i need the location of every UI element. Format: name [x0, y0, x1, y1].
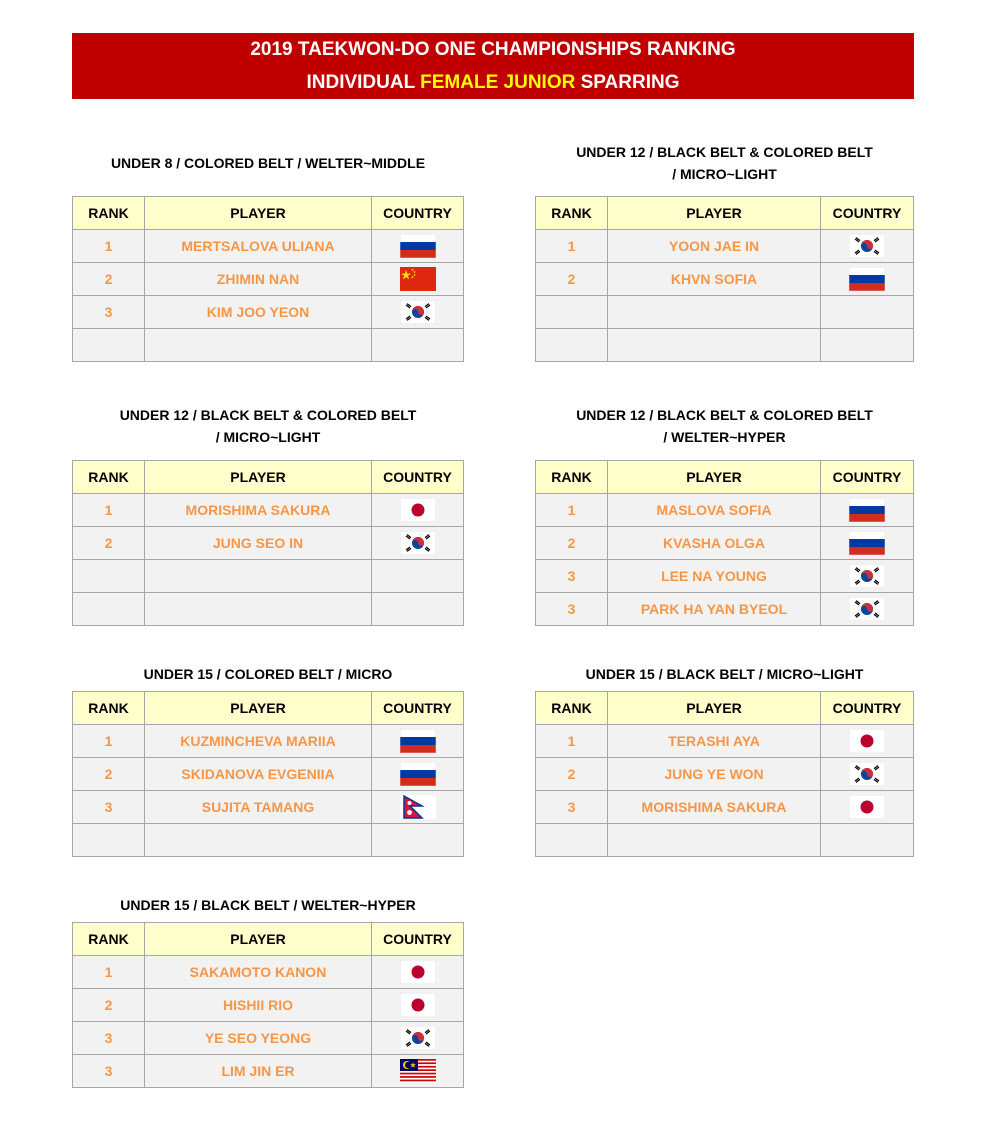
banner-subtitle-post: SPARRING: [575, 72, 680, 93]
player-cell: [145, 329, 372, 362]
rank-cell: 3: [536, 560, 608, 593]
ranking-table: [535, 460, 914, 626]
header-rank: RANK: [73, 923, 145, 956]
player-cell: JUNG SEO IN: [145, 527, 372, 560]
russia-flag-icon: [400, 234, 436, 258]
country-cell: [372, 494, 464, 527]
section-title: [535, 141, 914, 185]
country-cell: [821, 791, 914, 824]
banner-subtitle-pre: INDIVIDUAL: [306, 72, 421, 93]
header-player: PLAYER: [145, 692, 372, 725]
table-header-row: [536, 692, 914, 725]
table-row: [536, 230, 914, 263]
table-row: [73, 494, 464, 527]
banner-title: 2019 TAEKWON-DO ONE CHAMPIONSHIPS RANKING: [250, 39, 736, 60]
table-header-row: [536, 461, 914, 494]
country-cell: [821, 824, 914, 857]
table-row: [73, 593, 464, 626]
rank-cell: 2: [536, 758, 608, 791]
section-title-line: UNDER 12 / BLACK BELT & COLORED BELT: [576, 144, 873, 160]
russia-flag-icon: [400, 729, 436, 753]
rank-cell: 1: [73, 230, 145, 263]
section-title-line: UNDER 15 / BLACK BELT / WELTER~HYPER: [120, 897, 416, 913]
rank-cell: 3: [536, 791, 608, 824]
country-cell: [821, 230, 914, 263]
player-cell: KUZMINCHEVA MARIIA: [145, 725, 372, 758]
ranking-table: [535, 691, 914, 857]
player-cell: TERASHI AYA: [608, 725, 821, 758]
rank-cell: 1: [536, 725, 608, 758]
section-title-line: UNDER 15 / BLACK BELT / MICRO~LIGHT: [585, 666, 864, 682]
ranking-table: [72, 922, 464, 1088]
country-cell: [372, 263, 464, 296]
table-row: [73, 989, 464, 1022]
player-cell: YE SEO YEONG: [145, 1022, 372, 1055]
rank-cell: 1: [536, 494, 608, 527]
rank-cell: [73, 329, 145, 362]
page-banner: [72, 33, 914, 99]
section-title: [72, 663, 464, 685]
korea-flag-icon: [849, 597, 885, 621]
table-row: [536, 494, 914, 527]
table-row: [536, 263, 914, 296]
player-cell: SUJITA TAMANG: [145, 791, 372, 824]
rank-cell: 3: [73, 1055, 145, 1088]
table-row: [73, 296, 464, 329]
banner-subtitle: [72, 66, 914, 99]
player-cell: PARK HA YAN BYEOL: [608, 593, 821, 626]
malaysia-flag-icon: [400, 1059, 436, 1083]
player-cell: YOON JAE IN: [608, 230, 821, 263]
country-cell: [821, 329, 914, 362]
table-row: [536, 824, 914, 857]
japan-flag-icon: [849, 795, 885, 819]
table-row: [73, 230, 464, 263]
rank-cell: 2: [73, 989, 145, 1022]
header-player: PLAYER: [608, 692, 821, 725]
korea-flag-icon: [849, 762, 885, 786]
table-row: [73, 1055, 464, 1088]
rank-cell: 3: [73, 296, 145, 329]
header-country: COUNTRY: [372, 461, 464, 494]
korea-flag-icon: [400, 300, 436, 324]
player-cell: MORISHIMA SAKURA: [145, 494, 372, 527]
rank-cell: [73, 824, 145, 857]
rank-cell: 1: [536, 230, 608, 263]
country-cell: [821, 758, 914, 791]
russia-flag-icon: [849, 531, 885, 555]
country-cell: [372, 791, 464, 824]
section-title-line: UNDER 15 / COLORED BELT / MICRO: [143, 666, 393, 682]
header-player: PLAYER: [145, 197, 372, 230]
table-row: [536, 725, 914, 758]
ranking-table: [72, 691, 464, 857]
header-rank: RANK: [73, 692, 145, 725]
rank-cell: 1: [73, 956, 145, 989]
player-cell: KHVN SOFIA: [608, 263, 821, 296]
header-country: COUNTRY: [372, 923, 464, 956]
table-row: [536, 329, 914, 362]
country-cell: [821, 494, 914, 527]
player-cell: MORISHIMA SAKURA: [608, 791, 821, 824]
japan-flag-icon: [400, 993, 436, 1017]
country-cell: [372, 956, 464, 989]
table-row: [73, 725, 464, 758]
player-cell: KIM JOO YEON: [145, 296, 372, 329]
header-rank: RANK: [536, 692, 608, 725]
country-cell: [372, 1055, 464, 1088]
rank-cell: [536, 824, 608, 857]
russia-flag-icon: [849, 498, 885, 522]
japan-flag-icon: [400, 960, 436, 984]
rank-cell: 2: [73, 263, 145, 296]
country-cell: [372, 1022, 464, 1055]
table-row: [536, 296, 914, 329]
table-row: [73, 263, 464, 296]
rank-cell: [536, 329, 608, 362]
header-rank: RANK: [73, 461, 145, 494]
rank-cell: 2: [536, 527, 608, 560]
section-title-line: / MICRO~LIGHT: [215, 429, 321, 445]
table-header-row: [536, 197, 914, 230]
header-country: COUNTRY: [821, 461, 914, 494]
country-cell: [372, 758, 464, 791]
country-cell: [372, 725, 464, 758]
country-cell: [372, 989, 464, 1022]
rank-cell: 2: [536, 263, 608, 296]
rank-cell: 3: [73, 1022, 145, 1055]
country-cell: [372, 230, 464, 263]
table-header-row: [73, 923, 464, 956]
section-title-line: UNDER 8 / COLORED BELT / WELTER~MIDDLE: [110, 155, 426, 171]
header-player: PLAYER: [145, 923, 372, 956]
nepal-flag-icon: [400, 795, 436, 819]
country-cell: [372, 560, 464, 593]
section-title-line: UNDER 12 / BLACK BELT & COLORED BELT: [119, 407, 417, 423]
country-cell: [821, 560, 914, 593]
player-cell: [145, 824, 372, 857]
header-country: COUNTRY: [372, 692, 464, 725]
section-title-line: / MICRO~LIGHT: [672, 166, 777, 182]
player-cell: LEE NA YOUNG: [608, 560, 821, 593]
banner-subtitle-highlight: FEMALE JUNIOR: [420, 72, 576, 93]
table-row: [536, 791, 914, 824]
rank-cell: [73, 560, 145, 593]
section-title: [72, 894, 464, 916]
header-country: COUNTRY: [821, 692, 914, 725]
table-header-row: [73, 692, 464, 725]
country-cell: [821, 527, 914, 560]
country-cell: [821, 725, 914, 758]
country-cell: [372, 527, 464, 560]
country-cell: [372, 824, 464, 857]
header-player: PLAYER: [145, 461, 372, 494]
country-cell: [821, 263, 914, 296]
player-cell: HISHII RIO: [145, 989, 372, 1022]
table-row: [73, 758, 464, 791]
ranking-table: [72, 196, 464, 362]
player-cell: JUNG YE WON: [608, 758, 821, 791]
header-rank: RANK: [536, 197, 608, 230]
header-country: COUNTRY: [821, 197, 914, 230]
china-flag-icon: [400, 267, 436, 291]
table-row: [73, 527, 464, 560]
table-header-row: [73, 461, 464, 494]
player-cell: MASLOVA SOFIA: [608, 494, 821, 527]
section-title-line: UNDER 12 / BLACK BELT & COLORED BELT: [576, 407, 873, 423]
country-cell: [372, 593, 464, 626]
table-row: [73, 560, 464, 593]
table-row: [536, 758, 914, 791]
player-cell: KVASHA OLGA: [608, 527, 821, 560]
korea-flag-icon: [400, 1026, 436, 1050]
japan-flag-icon: [849, 729, 885, 753]
korea-flag-icon: [400, 531, 436, 555]
table-row: [73, 791, 464, 824]
section-title-line: / WELTER~HYPER: [663, 429, 786, 445]
country-cell: [372, 296, 464, 329]
table-row: [536, 560, 914, 593]
player-cell: [608, 329, 821, 362]
section-title: [72, 152, 464, 174]
rank-cell: [536, 296, 608, 329]
russia-flag-icon: [849, 267, 885, 291]
table-header-row: [73, 197, 464, 230]
rank-cell: 3: [536, 593, 608, 626]
player-cell: [608, 296, 821, 329]
korea-flag-icon: [849, 564, 885, 588]
table-row: [73, 824, 464, 857]
section-title: [72, 404, 464, 448]
rank-cell: 1: [73, 725, 145, 758]
rank-cell: 2: [73, 758, 145, 791]
table-row: [73, 1022, 464, 1055]
header-player: PLAYER: [608, 461, 821, 494]
header-rank: RANK: [73, 197, 145, 230]
russia-flag-icon: [400, 762, 436, 786]
rank-cell: 1: [73, 494, 145, 527]
rank-cell: 3: [73, 791, 145, 824]
player-cell: ZHIMIN NAN: [145, 263, 372, 296]
table-row: [73, 329, 464, 362]
country-cell: [821, 593, 914, 626]
header-country: COUNTRY: [372, 197, 464, 230]
table-row: [536, 593, 914, 626]
table-row: [536, 527, 914, 560]
table-row: [73, 956, 464, 989]
section-title: [535, 663, 914, 685]
country-cell: [372, 329, 464, 362]
header-player: PLAYER: [608, 197, 821, 230]
player-cell: [145, 560, 372, 593]
player-cell: [145, 593, 372, 626]
player-cell: SKIDANOVA EVGENIIA: [145, 758, 372, 791]
rank-cell: 2: [73, 527, 145, 560]
header-rank: RANK: [536, 461, 608, 494]
rank-cell: [73, 593, 145, 626]
player-cell: LIM JIN ER: [145, 1055, 372, 1088]
player-cell: SAKAMOTO KANON: [145, 956, 372, 989]
section-title: [535, 404, 914, 448]
korea-flag-icon: [849, 234, 885, 258]
player-cell: [608, 824, 821, 857]
ranking-table: [72, 460, 464, 626]
country-cell: [821, 296, 914, 329]
player-cell: MERTSALOVA ULIANA: [145, 230, 372, 263]
japan-flag-icon: [400, 498, 436, 522]
ranking-table: [535, 196, 914, 362]
